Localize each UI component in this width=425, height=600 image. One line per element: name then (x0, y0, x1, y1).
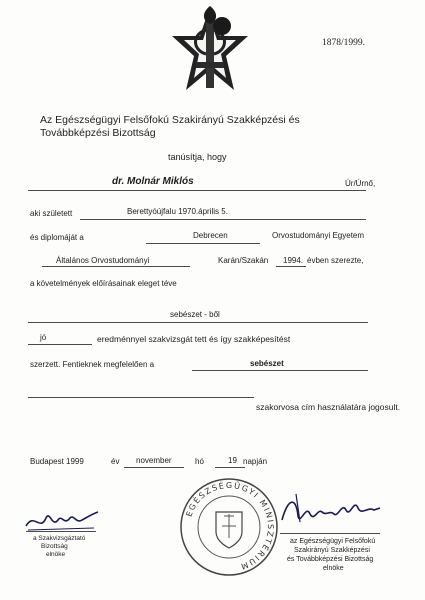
date-day-label: napján (243, 457, 268, 466)
emblem-logo (170, 4, 250, 96)
date-city-year: Budapest 1999 (30, 457, 84, 466)
right-caption-3: és Továbbképzési Bizottság (287, 556, 374, 563)
acquired-label: szerzett. Fentieknek megfelelően a (30, 360, 155, 369)
faculty-underline (42, 266, 190, 267)
specialty: sebészet (250, 359, 284, 368)
right-signature (276, 490, 386, 532)
birth-place-date: Berettyóújfalu 1970.április 5. (127, 207, 228, 216)
year-underline (276, 266, 306, 267)
institution-name-line2: Továbbképzési Bizottság (40, 127, 156, 139)
right-caption-1: az Egészségügyi Felsőfokú (290, 538, 376, 545)
university-name: Orvostudományi Egyetem (272, 231, 365, 240)
specialist-underline (28, 397, 254, 398)
name-underline (28, 190, 366, 191)
date-year-label: év (111, 457, 120, 466)
day-underline (215, 467, 245, 468)
month-underline (124, 467, 184, 468)
reference-number: 1878/1999. (322, 38, 366, 48)
grade-underline (28, 344, 92, 345)
right-signature-line (280, 533, 380, 534)
university-city: Debrecen (193, 231, 228, 240)
grade: jó (40, 333, 47, 342)
stamp-text: EGÉSZSÉGÜGYI MINISZTÉRIUM (184, 480, 276, 572)
year-suffix: évben szerezte, (307, 256, 364, 265)
date-month: november (136, 456, 172, 465)
birth-underline (80, 219, 366, 220)
date-month-label: hó (195, 457, 204, 466)
title-suffix: Úr/Úrnő, (345, 179, 376, 188)
faculty-label: Karán/Szakán (218, 256, 269, 265)
faculty: Általános Orvostudományi (56, 256, 150, 265)
ministry-stamp (178, 476, 280, 578)
date-day: 19 (228, 456, 237, 465)
left-caption-2: Bizottság (41, 543, 68, 550)
specialty-underline (192, 370, 368, 371)
right-caption-2: Szakirányú Szakképzési (294, 547, 370, 554)
requirements-text: a követelmények előírásainak eleget téve (30, 279, 177, 288)
left-caption-3: elnöke (46, 551, 66, 558)
left-signature-line (26, 531, 96, 532)
right-caption-4: elnöke (323, 565, 344, 572)
left-caption-1: a Szakvizsgáztató (33, 535, 86, 542)
degree-year: 1994. (283, 256, 304, 265)
diploma-label: és diplomáját a (30, 233, 84, 242)
recipient-name: dr. Molnár Miklós (112, 176, 194, 187)
certifies-text: tanúsítja, hogy (168, 152, 227, 162)
specialist-text: szakorvosa cím használatára jogosult. (256, 402, 401, 412)
city-underline (146, 243, 260, 244)
result-text: eredménnyel szakvizsgát tett és így szakképesítést (97, 334, 291, 344)
born-label: aki született (30, 209, 73, 218)
specialty-from: sebészet - ből (170, 310, 220, 319)
specialty-from-underline (28, 322, 368, 323)
institution-name-line1: Az Egészségügyi Felsőfokú Szakirányú Szakképzési és (40, 114, 300, 126)
